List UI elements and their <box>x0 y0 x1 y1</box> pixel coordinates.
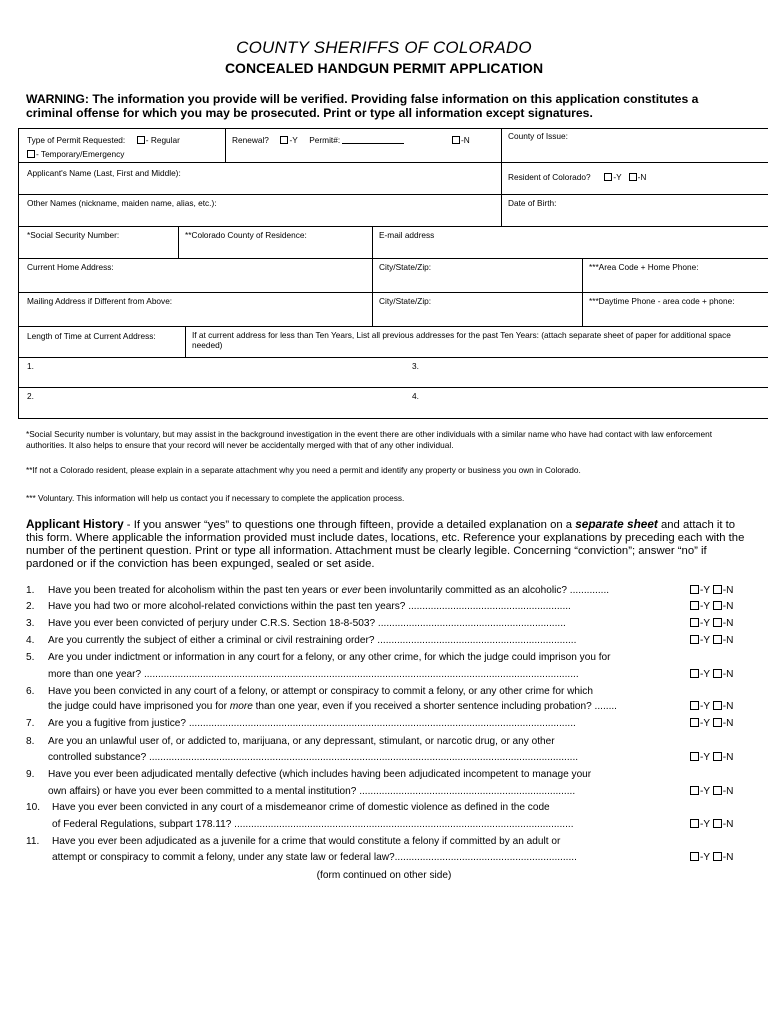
q10-no-checkbox[interactable] <box>713 819 722 828</box>
q7-no-checkbox[interactable] <box>713 718 722 727</box>
ssn-field[interactable]: *Social Security Number: <box>27 230 120 240</box>
q1-answer: -Y -N <box>690 585 733 597</box>
history-heading: Applicant History <box>26 517 124 531</box>
q7-yes-checkbox[interactable] <box>690 718 699 727</box>
q9-yes-checkbox[interactable] <box>690 786 699 795</box>
q3-answer: -Y -N <box>690 618 733 630</box>
date-of-birth-field[interactable]: Date of Birth: <box>508 198 557 208</box>
voluntary-note: *** Voluntary. This information will help us contact you if necessary to complete the application process. <box>26 493 405 503</box>
application-page: COUNTY SHERIFFS OF COLORADO CONCEALED HANDGUN PERMIT APPLICATION WARNING: The information you provide will be verified. Providing false information on this application constitutes a criminal offense for which you may be prosecuted. Print or type all information except signatures. Type of Permit Requested: - Regular - Temporary/Emergency Renewal? -Y Permit#: -N County of Issue: Applicant's Name (Last, First and Middle): Resident of Colorado? -Y -N Other Names (nickname, maiden name, alias, etc.): Date of Birth: *Social Security Number: **Colorado County of Residence: E-mail address Current Home Address: City/State/Zip: ***Area Code + Home Phone: Mailing Address if Different from Above: City/State/Zip: ***Daytime Phone - area code + phone: Length of Time at Current Address: If at current address for less than Ten Years, List all previous addresses for the past Ten Years: (attach separate sheet of paper for additional space needed) 1. 3. 2. 4. *Social Security number is voluntary, but may assist in the background investigation in the event there are other individuals with a similar name who have had contact with law enforcement authorities. It also helps to ensure that your record will never be accidentally merged with that of any other individual. **If not a Colorado resident, please explain in a separate attachment why you need a permit and identify any property or business you own in Colorado. *** Voluntary. This information will help us contact you if necessary to complete the application process. Applicant History - If you answer “yes” to questions one through fifteen, provide a detailed explanation on a separate sheet and attach it to this form. Where applicable the information provided must include dates, locations, etc. Reference your explanations by preceding each with the number of the pertinent question. Print or type all information. Attachment must be clearly legible. Concerning “conviction”; answer “no” if pardoned or if the conviction has been expunged, sealed or set aside. 1. Have you been treated for alcoholism within the past ten years or ever been involuntarily committed as an alcoholic? .............. -Y -N 2. Have you had two or more alcohol-related convictions within the past ten years? .......................................................... -Y -N 3. Have you ever been convicted of perjury under C.R.S. Section 18-8-503? ................................................................... -Y -N 4. Are you currently the subject of either a criminal or civil restraining order? ....................................................................... -Y -N 5. Are you under indictment or information in any court for a felony, or any other crime, for which the judge could imprison you for more than one year? ........................................................................................................................................................... -Y -N 6. Have you been convicted in any court of a felony, or attempt or conspiracy to commit a felony, or any other crime for which the judge could have imprisoned you for more than one year, even if you received a shorter sentence including probation? ........ -Y -N 7. Are you a fugitive from justice? .......................................................................................................................................... -Y -N 8. Are you an unlawful user of, or addicted to, marijuana, or any depressant, stimulant, or narcotic drug, or any other controlled substance? ......................................................................................................................................................... -Y -N 9. Have you ever been adjudicated mentally defective (which includes having been adjudicated incompetent to manage your own affairs) or have you ever been committed to a mental institution? ............................................................................. -Y -N 10. Have you ever been convicted in any court of a misdemeanor crime of domestic violence as defined in the code of Federal Regulations, subpart 178.11? ......................................................................................................................... -Y -N 11. Have you ever been adjudicated as a juvenile for a crime that would constitute a felony if committed by an adult or attempt or conspiracy to commit a felony, under any state law or federal law?................................................................. -Y -N (form continued on other side) <box>0 0 768 1024</box>
previous-address-2[interactable]: 2. <box>27 391 34 401</box>
q11-answer: -Y -N <box>690 852 733 864</box>
previous-addresses-label: If at current address for less than Ten Years, List all previous addresses for the past Ten Years: (attach separate sheet of paper for additional space needed) <box>192 330 731 350</box>
q8-no-checkbox[interactable] <box>713 752 722 761</box>
q2-answer: -Y -N <box>690 601 733 613</box>
q7-answer: -Y -N <box>690 718 733 730</box>
q6-answer: -Y -N <box>690 701 733 713</box>
home-city-state-zip-field[interactable]: City/State/Zip: <box>379 262 432 272</box>
q10-answer: -Y -N <box>690 819 733 831</box>
q4-no-checkbox[interactable] <box>713 635 722 644</box>
q1-yes-checkbox[interactable] <box>690 585 699 594</box>
q4-yes-checkbox[interactable] <box>690 635 699 644</box>
q5-answer: -Y -N <box>690 669 733 681</box>
q3-yes-checkbox[interactable] <box>690 618 699 627</box>
other-names-field[interactable]: Other Names (nickname, maiden name, alias, etc.): <box>27 198 217 208</box>
resident-field: Resident of Colorado? -Y -N <box>508 172 647 182</box>
form-subtitle: CONCEALED HANDGUN PERMIT APPLICATION <box>224 60 544 76</box>
q8-answer: -Y -N <box>690 752 733 764</box>
resident-note: **If not a Colorado resident, please explain in a separate attachment why you need a permit and identify any property or business you own in Colorado. <box>26 465 581 475</box>
mailing-city-state-zip-field[interactable]: City/State/Zip: <box>379 296 432 306</box>
temporary-checkbox[interactable] <box>27 150 35 158</box>
renewal-no-option: -N <box>452 135 470 145</box>
applicant-name-field[interactable]: Applicant's Name (Last, First and Middle): <box>27 168 181 178</box>
warning-text: WARNING: The information you provide will be verified. Providing false information on this application constitutes a criminal offense for which you may be prosecuted. Print or type all information except signatures. <box>26 92 699 120</box>
q2-yes-checkbox[interactable] <box>690 601 699 610</box>
q4-answer: -Y -N <box>690 635 733 647</box>
county-residence-field[interactable]: **Colorado County of Residence: <box>185 230 307 240</box>
mailing-address-field[interactable]: Mailing Address if Different from Above: <box>27 296 173 306</box>
page-title: COUNTY SHERIFFS OF COLORADO <box>236 38 532 57</box>
renewal-no-checkbox[interactable] <box>452 136 460 144</box>
applicant-history-intro: Applicant History - If you answer “yes” to questions one through fifteen, provide a detailed explanation on a separate sheet and attach it to this form. Where applicable the information provided must include dates, locations, etc. Reference your explanations by preceding each with the number of the pertinent question. Print or type all information. Attachment must be clearly legible. Concerning “conviction”; answer “no” if pardoned or if the conviction has been expunged, sealed or set aside. <box>26 517 745 570</box>
previous-address-3[interactable]: 3. <box>412 361 419 371</box>
renewal-field: Renewal? -Y Permit#: <box>232 135 404 145</box>
length-of-time-field[interactable]: Length of Time at Current Address: <box>27 331 156 341</box>
q5-yes-checkbox[interactable] <box>690 669 699 678</box>
q8-yes-checkbox[interactable] <box>690 752 699 761</box>
q1-no-checkbox[interactable] <box>713 585 722 594</box>
q6-yes-checkbox[interactable] <box>690 701 699 710</box>
q10-yes-checkbox[interactable] <box>690 819 699 828</box>
home-address-field[interactable]: Current Home Address: <box>27 262 114 272</box>
q5-no-checkbox[interactable] <box>713 669 722 678</box>
temporary-option: - Temporary/Emergency <box>27 149 124 159</box>
regular-checkbox[interactable] <box>137 136 145 144</box>
previous-address-1[interactable]: 1. <box>27 361 34 371</box>
county-of-issue-field[interactable]: County of Issue: <box>508 131 568 141</box>
q11-yes-checkbox[interactable] <box>690 852 699 861</box>
ssn-note: *Social Security number is voluntary, but may assist in the background investigation in the event there are other individuals with a similar name who have had contact with law enforcement authorities. It also helps to ensure that your record will never be accidentally merged with that of any other individual. <box>26 429 713 450</box>
q3-no-checkbox[interactable] <box>713 618 722 627</box>
home-phone-field[interactable]: ***Area Code + Home Phone: <box>589 262 699 272</box>
q11-no-checkbox[interactable] <box>713 852 722 861</box>
email-field[interactable]: E-mail address <box>379 230 435 240</box>
previous-address-4[interactable]: 4. <box>412 391 419 401</box>
q9-answer: -Y -N <box>690 786 733 798</box>
resident-no-checkbox[interactable] <box>629 173 637 181</box>
q6-no-checkbox[interactable] <box>713 701 722 710</box>
continued-note: (form continued on other side) <box>316 870 452 881</box>
resident-yes-checkbox[interactable] <box>604 173 612 181</box>
q2-no-checkbox[interactable] <box>713 601 722 610</box>
daytime-phone-field[interactable]: ***Daytime Phone - area code + phone: <box>589 296 735 306</box>
permit-number-input[interactable] <box>342 135 404 144</box>
permit-type-label: Type of Permit Requested: - Regular <box>27 135 180 145</box>
q9-no-checkbox[interactable] <box>713 786 722 795</box>
renewal-yes-checkbox[interactable] <box>280 136 288 144</box>
